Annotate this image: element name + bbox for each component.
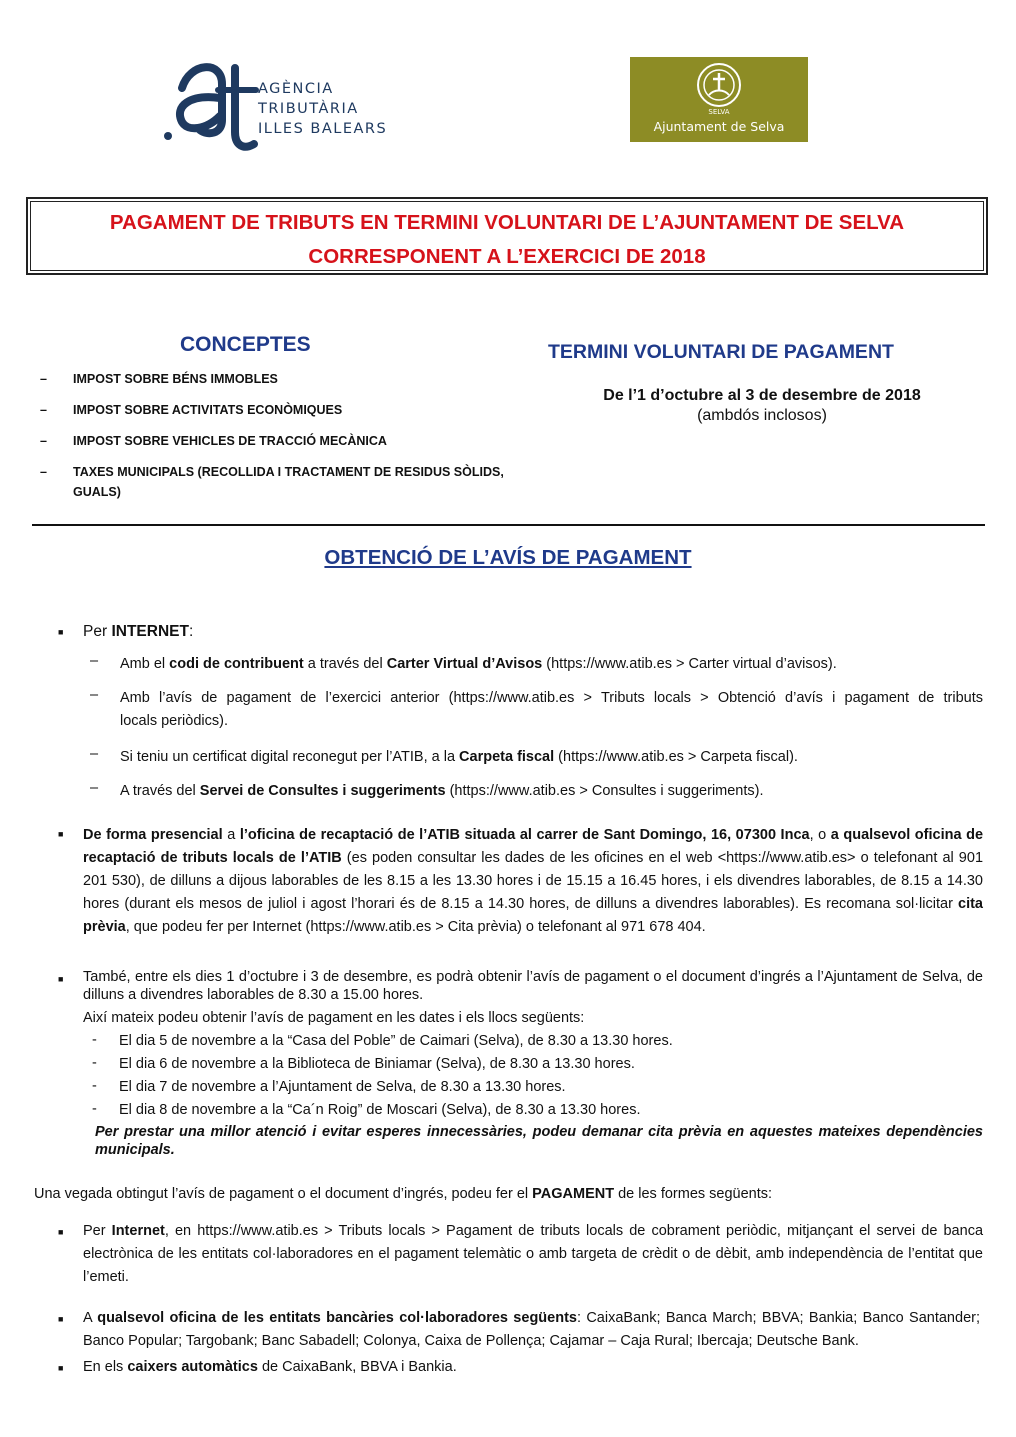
dash-bullet: –: [40, 403, 47, 417]
ajuntament-selva-logo: [630, 57, 808, 142]
text-span: de CaixaBank, BBVA i Bankia.: [257, 1359, 457, 1375]
text-span: A través del: [120, 783, 200, 799]
dash-bullet: -: [92, 1032, 97, 1048]
bold-span: codi de contribuent: [169, 656, 304, 672]
internet-intro-bold: INTERNET: [111, 623, 189, 640]
square-bullet-icon: ■: [58, 1314, 64, 1324]
selva-seal-text: SELVA: [708, 108, 730, 116]
pagament-caixers: [83, 1356, 457, 1379]
internet-intro-pre: Per: [83, 623, 112, 640]
square-bullet-icon: ■: [58, 829, 64, 839]
internet-option-avis-anterior: [120, 687, 983, 733]
concept-item-label: IMPOST SOBRE BÉNS IMMOBLES: [73, 372, 278, 386]
text-span: , o: [809, 827, 831, 843]
atib-emblem-icon: [160, 50, 260, 160]
text-span: (https://www.atib.es > Consultes i suggeriments).: [445, 783, 764, 799]
atib-logo: [160, 50, 390, 160]
text-span: de les formes següents:: [614, 1186, 773, 1202]
bold-span: a qualsevol oficina de recaptació de tributs locals de l’ATIB: [83, 827, 984, 866]
text-line: Amb l’avís de pagament de l’exercici anterior (https://www.atib.es > Tributs locals > Obtenció d’avís i pagament de tributs: [120, 690, 983, 706]
atib-logo-line3: ILLES BALEARS: [258, 121, 388, 137]
section-divider: [32, 524, 985, 526]
document-title-line1: PAGAMENT DE TRIBUTS EN TERMINI VOLUNTARI DE L’AJUNTAMENT DE SELVA: [109, 211, 905, 234]
bold-span: caixers automàtics: [127, 1359, 258, 1375]
dash-bullet: –: [90, 746, 99, 762]
selva-seal-icon: [689, 61, 749, 117]
text-span: a través del: [303, 656, 387, 672]
text-span: : CaixaBank; Banca March; BBVA; Bankia; Banco Santander; Banco Popular; Targobank; Banc Sabadell; Colonya, Caixa de Pollença; Cajamar – Caja Rural; Ibercaja; Deutsche Bank.: [83, 1310, 980, 1349]
atib-logo-line2: TRIBUTÀRIA: [258, 101, 359, 117]
conceptes-heading: CONCEPTES: [180, 333, 311, 356]
concept-item: [40, 369, 510, 389]
dash-bullet: –: [40, 372, 47, 386]
text-span: Una vegada obtingut l’avís de pagament o el document d’ingrés, podeu fer el: [34, 1186, 533, 1202]
termini-dates: De l’1 d’octubre al 3 de desembre de 2018: [603, 387, 921, 404]
internet-intro-post: :: [188, 623, 194, 640]
bold-span: PAGAMENT: [532, 1186, 615, 1202]
concept-item-label: IMPOST SOBRE ACTIVITATS ECONÒMIQUES: [73, 403, 343, 417]
text-span: Si teniu un certificat digital reconegut per l’ATIB, a la: [120, 749, 460, 765]
text-span: Per: [83, 1223, 112, 1239]
selva-logo-name: Ajuntament de Selva: [653, 119, 785, 134]
dash-bullet: -: [92, 1078, 97, 1094]
pagament-internet: [83, 1220, 983, 1289]
pagament-oficina: [83, 1307, 980, 1353]
text-span: En els: [83, 1359, 128, 1375]
text-span: a: [222, 827, 240, 843]
document-title-line2: CORRESPONENT A L’EXERCICI DE 2018: [308, 245, 706, 268]
date-item: El dia 5 de novembre a la “Casa del Poble” de Caimari (Selva), de 8.30 a 13.30 hores.: [119, 1033, 673, 1049]
dash-bullet: -: [92, 1101, 97, 1117]
dash-bullet: –: [90, 780, 99, 796]
concept-item-label: TAXES MUNICIPALS (RECOLLIDA I TRACTAMENT DE RESIDUS SÒLIDS, GUALS): [73, 465, 504, 499]
square-bullet-icon: ■: [58, 627, 64, 637]
aixi-mateix-text: Així mateix podeu obtenir l’avís de pagament en les dates i els llocs següents:: [83, 1010, 585, 1026]
presencial-paragraph: [83, 824, 983, 939]
internet-option-carter: [120, 653, 985, 676]
square-bullet-icon: ■: [58, 1227, 64, 1237]
bold-span: Carpeta fiscal: [459, 749, 555, 765]
document-title-box: [26, 197, 988, 275]
internet-intro: [83, 620, 193, 643]
text-span: Amb el: [120, 656, 170, 672]
date-item: El dia 7 de novembre a l’Ajuntament de Selva, de 8.30 a 13.30 hores.: [119, 1079, 566, 1095]
bold-span: qualsevol oficina de les entitats bancàries col·laboradores següents: [97, 1310, 577, 1326]
pagament-intro: [34, 1183, 772, 1206]
square-bullet-icon: ■: [58, 1363, 64, 1373]
termini-note: (ambdós inclosos): [697, 407, 827, 424]
tambe-paragraph: També, entre els dies 1 d’octubre i 3 de desembre, es podrà obtenir l’avís de pagament o el document d’ingrés a l’Ajuntament de Selva, de dilluns a divendres laborables de 8.30 a 15.00 hores.: [83, 969, 983, 1003]
dash-bullet: -: [92, 1055, 97, 1071]
concept-item: [40, 431, 510, 451]
date-item: El dia 6 de novembre a la Biblioteca de Biniamar (Selva), de 8.30 a 13.30 hores.: [119, 1056, 635, 1072]
dash-bullet: –: [40, 434, 47, 448]
square-bullet-icon: ■: [58, 974, 64, 984]
date-item: El dia 8 de novembre a la “Ca´n Roig” de Moscari (Selva), de 8.30 a 13.30 hores.: [119, 1102, 641, 1118]
bold-span: l’oficina de recaptació de l’ATIB situada al carrer de Sant Domingo, 16, 07300 Inca: [239, 827, 810, 843]
text-line: locals periòdics).: [120, 713, 228, 729]
termini-heading: TERMINI VOLUNTARI DE PAGAMENT: [548, 341, 894, 363]
text-span: (https://www.atib.es > Carter virtual d’avisos).: [542, 656, 837, 672]
text-span: (https://www.atib.es > Carpeta fiscal).: [554, 749, 798, 765]
bold-span: Carter Virtual d’Avisos: [386, 656, 543, 672]
text-span: (es poden consultar les dades de les oficines en el web <https://www.atib.es> o telefonant al 901 201 530), de dilluns a dijous laborables de les 8.15 a les 13.30 hores i de 15.15 a 16.45 hores, i els divendres laborables, de 8.15 a 14.30 hores (durant els mesos de juliol i agost l’horari és de 8.15 a 14.30 hores, de dilluns a divendres laborables). Es recomana sol·licitar: [83, 850, 984, 912]
dash-bullet: –: [40, 465, 47, 479]
dash-bullet: –: [90, 687, 99, 703]
text-span: , en https://www.atib.es > Tributs locals > Pagament de tributs locals de cobrament periòdic, mitjançant el servei de banca electrònica de les entitats col·laboradores en el pagament telemàtic o amb targeta de crèdit o de dèbit, amb independència de l’entitat que l’emeti.: [83, 1223, 984, 1285]
bold-span: Servei de Consultes i suggeriments: [199, 783, 446, 799]
dash-bullet: –: [90, 653, 99, 669]
obtencio-heading: OBTENCIÓ DE L’AVÍS DE PAGAMENT: [324, 546, 692, 569]
text-span: , que podeu fer per Internet (https://www.atib.es > Cita prèvia) o telefonant al 971 678 404.: [125, 919, 706, 935]
cita-previa-note: Per prestar una millor atenció i evitar esperes innecessàries, podeu demanar cita prèvia en aquestes mateixes dependències municipals.: [95, 1124, 983, 1158]
bold-span: cita prèvia: [83, 896, 983, 935]
concept-item: [40, 462, 510, 502]
concept-item-label: IMPOST SOBRE VEHICLES DE TRACCIÓ MECÀNICA: [73, 434, 387, 448]
bold-span: Internet: [111, 1223, 165, 1239]
internet-option-carpeta: [120, 746, 985, 769]
bold-span: De forma presencial: [83, 827, 223, 843]
atib-logo-line1: AGÈNCIA: [258, 81, 334, 97]
internet-option-consultes: [120, 780, 985, 803]
text-span: A: [83, 1310, 98, 1326]
concept-item: [40, 400, 510, 420]
